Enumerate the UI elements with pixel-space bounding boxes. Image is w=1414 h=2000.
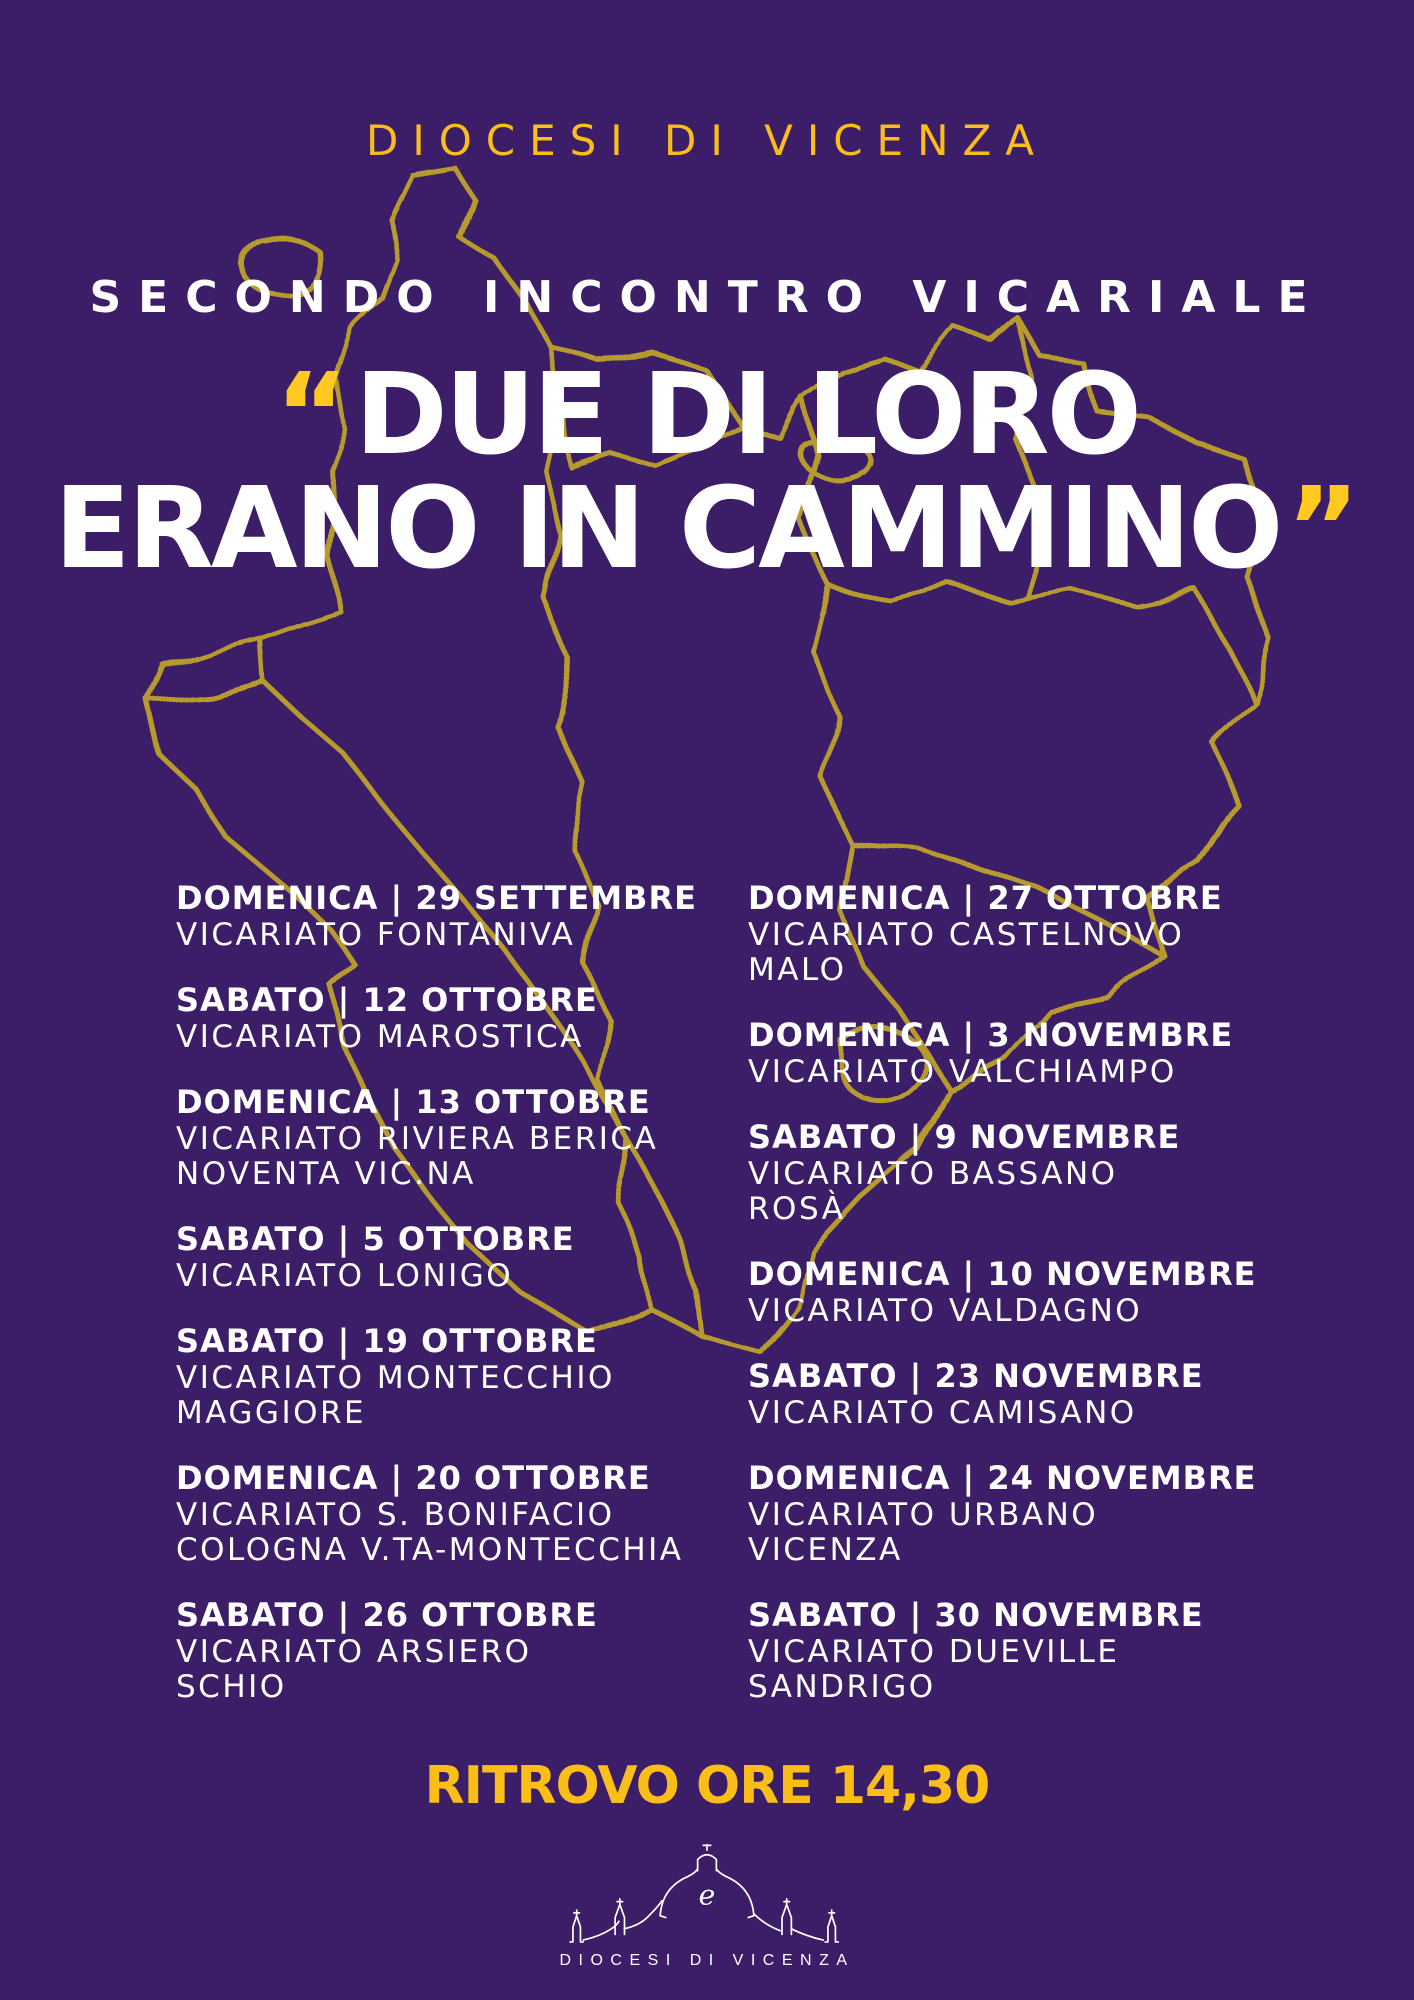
title-line-1 (0, 350, 1414, 480)
meeting-time-text: RITROVO ORE 14,30 (424, 1756, 990, 1816)
event-location-line: VICARIATO RIVIERA BERICA (176, 1121, 659, 1157)
event-date-heading: SABATO | 12 OTTOBRE (176, 981, 598, 1019)
event-location-line: COLOGNA V.TA-MONTECCHIA (176, 1532, 684, 1568)
event-location (748, 1396, 1348, 1431)
event-location-line: MAGGIORE (176, 1395, 367, 1431)
event-date-heading: DOMENICA | 24 NOVEMBRE (748, 1459, 1257, 1497)
events-column-left (176, 878, 736, 1732)
event-location (748, 1635, 1348, 1705)
event-item (748, 1356, 1348, 1431)
event-item (748, 1254, 1348, 1329)
event-location-line: VICARIATO VALCHIAMPO (748, 1054, 1177, 1090)
event-item (748, 1595, 1348, 1705)
event-location (176, 1361, 736, 1431)
event-location (176, 1498, 736, 1568)
event-location-line: VICARIATO BASSANO (748, 1156, 1118, 1192)
event-location-line: SANDRIGO (748, 1669, 936, 1705)
event-location (748, 1498, 1348, 1568)
event-location (176, 1020, 736, 1055)
event-date-heading: SABATO | 30 NOVEMBRE (748, 1596, 1204, 1634)
event-location-line: NOVENTA VIC.NA (176, 1156, 476, 1192)
event-location-line: VICARIATO DUEVILLE (748, 1634, 1120, 1670)
event-date-heading: SABATO | 9 NOVEMBRE (748, 1118, 1181, 1156)
event-location-line: VICARIATO ARSIERO (176, 1634, 532, 1670)
event-item (748, 1015, 1348, 1090)
title-line-2 (0, 464, 1414, 595)
event-item (176, 1082, 736, 1192)
event-location-line: ROSÀ (748, 1191, 846, 1227)
event-location (748, 1294, 1348, 1329)
event-date-heading: DOMENICA | 20 OTTOBRE (176, 1459, 651, 1497)
event-location-line: MALO (748, 952, 847, 988)
event-date-heading: SABATO | 5 OTTOBRE (176, 1220, 575, 1258)
event-location (748, 918, 1348, 988)
event-location-line: VICARIATO CAMISANO (748, 1395, 1137, 1431)
event-date-heading: DOMENICA | 10 NOVEMBRE (748, 1255, 1257, 1293)
event-location (176, 1122, 736, 1192)
event-item (176, 1595, 736, 1705)
subtitle-text: SECONDO INCONTRO VICARIALE (89, 272, 1325, 323)
close-quote: ” (1286, 464, 1360, 595)
main-title (0, 350, 1414, 595)
event-location-line: VICARIATO FONTANIVA (176, 917, 576, 953)
event-location-line: VICARIATO MAROSTICA (176, 1019, 584, 1055)
open-quote: “ (275, 350, 349, 480)
event-item (176, 1321, 736, 1431)
event-date-heading: DOMENICA | 3 NOVEMBRE (748, 1016, 1234, 1054)
diocese-logo-skyline-icon (557, 1844, 857, 1948)
event-date-heading: DOMENICA | 29 SETTEMBRE (176, 879, 697, 917)
event-location (176, 1635, 736, 1705)
event-item (176, 980, 736, 1055)
event-location-line: VICARIATO CASTELNOVO (748, 917, 1185, 953)
event-date-heading: SABATO | 19 OTTOBRE (176, 1322, 598, 1360)
event-item (748, 878, 1348, 988)
event-location-line: SCHIO (176, 1669, 287, 1705)
event-location-line: VICARIATO MONTECCHIO (176, 1360, 615, 1396)
event-location (748, 1055, 1348, 1090)
event-location-line: VICARIATO LONIGO (176, 1258, 514, 1294)
event-item (748, 1117, 1348, 1227)
kicker-text: DIOCESI DI VICENZA (365, 116, 1049, 165)
events-column-right (748, 878, 1348, 1732)
event-item (176, 1458, 736, 1568)
event-item (176, 1219, 736, 1294)
event-date-heading: SABATO | 23 NOVEMBRE (748, 1357, 1204, 1395)
title-line-1-text: DUE DI LORO (354, 350, 1139, 480)
event-date-heading: SABATO | 26 OTTOBRE (176, 1596, 598, 1634)
event-item (176, 878, 736, 953)
event-location (176, 1259, 736, 1294)
event-location-line: VICARIATO VALDAGNO (748, 1293, 1143, 1329)
title-line-2-text: ERANO IN CAMMINO (54, 464, 1281, 595)
event-location-line: VICENZA (748, 1532, 903, 1568)
logo-letter-e: e (698, 1878, 716, 1912)
event-location (748, 1157, 1348, 1227)
event-location (176, 918, 736, 953)
diocese-logo (0, 1844, 1414, 1970)
event-location-line: VICARIATO S. BONIFACIO (176, 1497, 615, 1533)
event-date-heading: DOMENICA | 27 OTTOBRE (748, 879, 1223, 917)
event-item (748, 1458, 1348, 1568)
logo-caption: DIOCESI DI VICENZA (559, 1952, 855, 1969)
event-date-heading: DOMENICA | 13 OTTOBRE (176, 1083, 651, 1121)
event-location-line: VICARIATO URBANO (748, 1497, 1099, 1533)
